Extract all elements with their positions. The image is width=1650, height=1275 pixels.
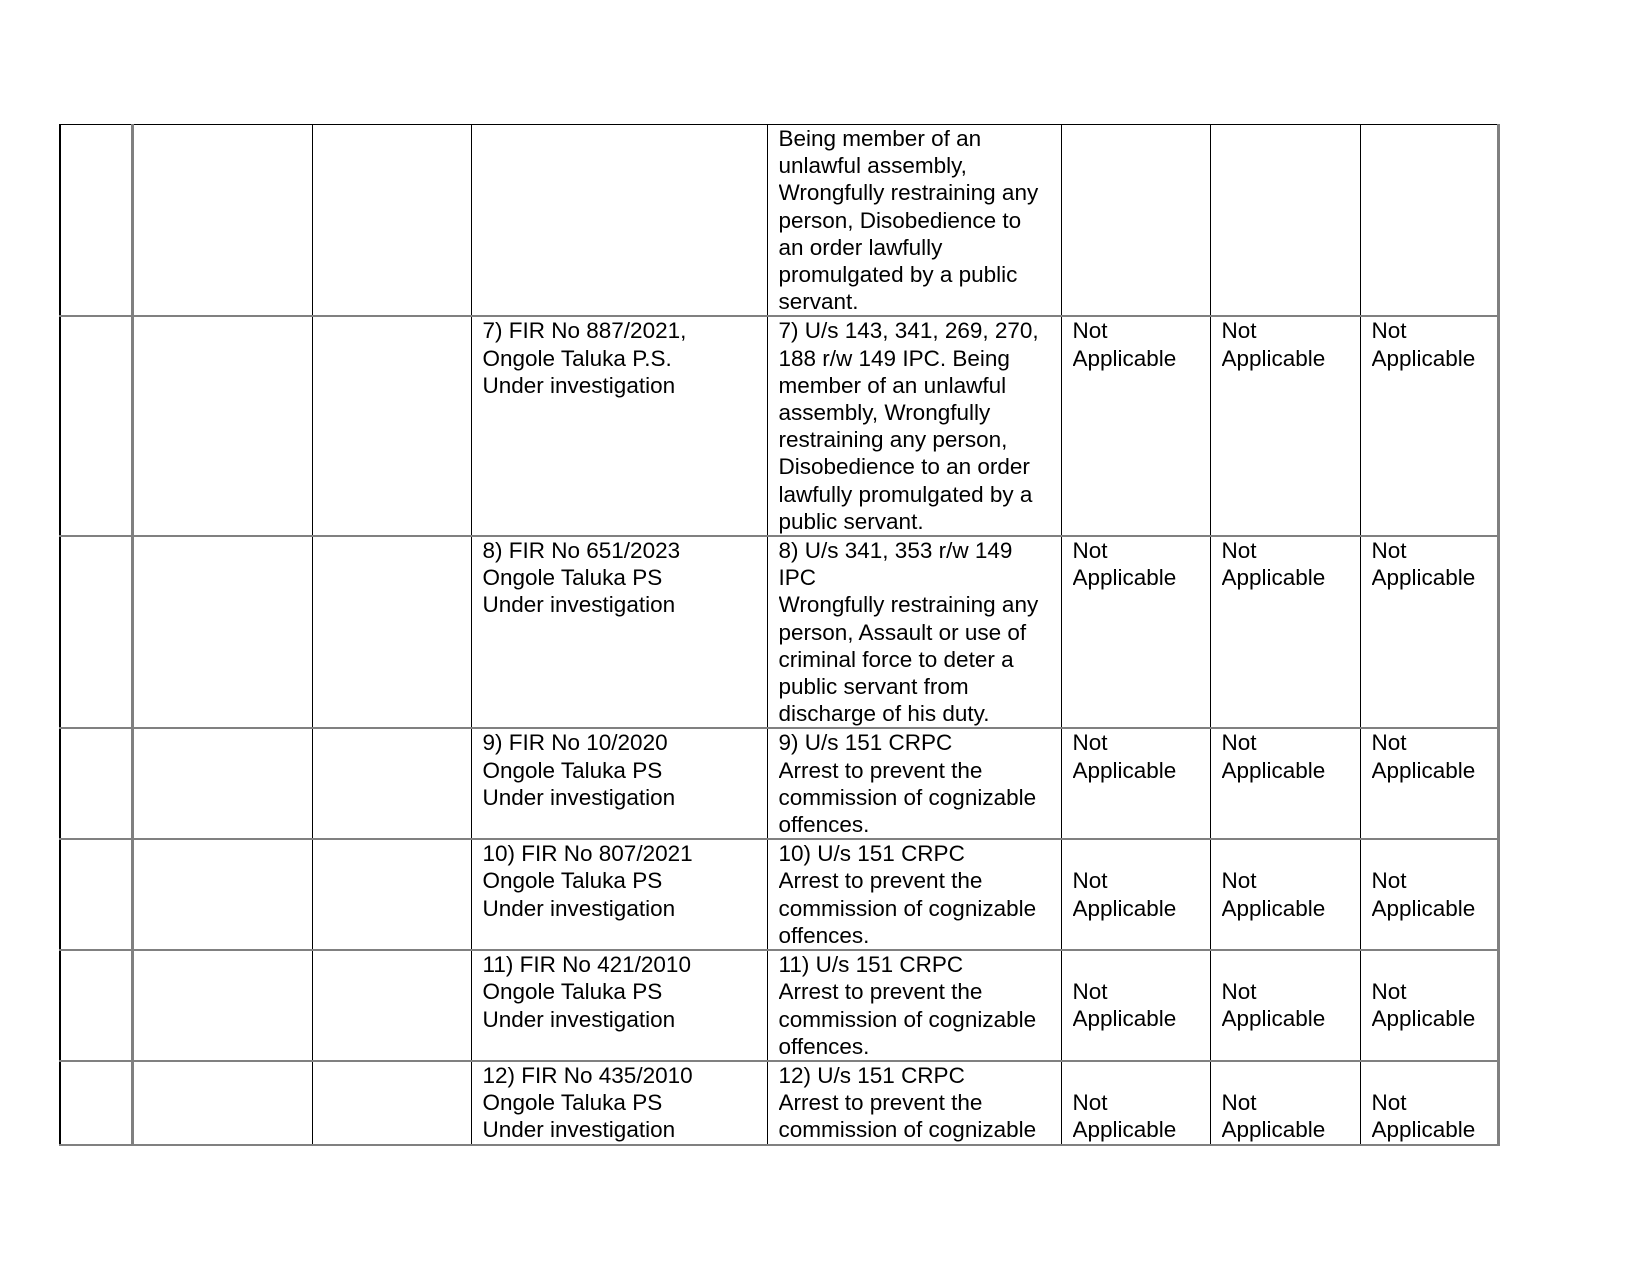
table-row	[60, 950, 1498, 1061]
cell-text-line: commission of cognizable	[778, 784, 1037, 810]
not-applicable-cell	[1210, 316, 1360, 536]
cell-text-line: Applicable	[1072, 345, 1177, 371]
cell-text-line: Under investigation	[482, 1117, 676, 1143]
cell-text-line: Applicable	[1371, 895, 1476, 921]
cell-text-line: assembly, Wrongfully	[778, 400, 991, 426]
not-applicable-cell	[1360, 1061, 1498, 1145]
fir-cell	[471, 125, 767, 317]
cell-text-line: Ongole Taluka PS	[482, 868, 663, 894]
cell-text-line: offences.	[778, 812, 870, 838]
cell-text-line: 10) FIR No 807/2021	[482, 841, 693, 867]
cell-text-line: promulgated by a public	[778, 262, 1018, 288]
cell-text-line: Not	[1221, 538, 1257, 564]
serial-cell	[60, 728, 132, 839]
cell-text-line: Under investigation	[482, 895, 676, 921]
cell-text-line: Arrest to prevent the	[778, 1090, 983, 1116]
fir-cell	[471, 839, 767, 950]
cell-text-line: commission of cognizable	[778, 1117, 1037, 1143]
name-cell	[132, 1061, 312, 1145]
serial-cell	[60, 950, 132, 1061]
not-applicable-cell	[1210, 1061, 1360, 1145]
cell-text-line: Not	[1072, 1090, 1108, 1116]
cell-text-line: Not	[1371, 868, 1407, 894]
name-cell	[132, 950, 312, 1061]
details-cell	[312, 1061, 471, 1145]
cell-text-line: Applicable	[1072, 1117, 1177, 1143]
cell-text-line: Under investigation	[482, 784, 676, 810]
serial-cell	[60, 1061, 132, 1145]
cell-text-line: Arrest to prevent the	[778, 979, 983, 1005]
cell-text-line: discharge of his duty.	[778, 701, 990, 727]
cell-text-line: commission of cognizable	[778, 1006, 1037, 1032]
cell-text-line: 12) FIR No 435/2010	[482, 1062, 693, 1088]
cell-text-line: Not	[1221, 979, 1257, 1005]
cell-text-line: Not	[1371, 730, 1407, 756]
name-cell	[132, 125, 312, 317]
table-row	[60, 728, 1498, 839]
serial-cell	[60, 839, 132, 950]
details-cell	[312, 316, 471, 536]
cell-text-line: 7) U/s 143, 341, 269, 270,	[778, 318, 1039, 344]
cell-text-line: IPC	[778, 565, 817, 591]
cell-text-line: 11) FIR No 421/2010	[482, 952, 691, 978]
cell-text-line: Not	[1371, 979, 1407, 1005]
cell-text-line: lawfully promulgated by a	[778, 481, 1033, 507]
cell-text-line: Not	[1371, 1090, 1407, 1116]
cell-text-line: public servant.	[778, 508, 924, 534]
cell-text-line: 7) FIR No 887/2021,	[482, 318, 687, 344]
not-applicable-cell	[1360, 728, 1498, 839]
details-cell	[312, 125, 471, 317]
details-cell	[312, 728, 471, 839]
table-row	[60, 1061, 1498, 1145]
details-cell	[312, 950, 471, 1061]
fir-cell	[471, 950, 767, 1061]
cell-text-line: Applicable	[1371, 345, 1476, 371]
cell-text-line: Wrongfully restraining any	[778, 180, 1039, 206]
cell-text-line: Not	[1072, 318, 1108, 344]
cell-text-line: 11) U/s 151 CRPC	[778, 952, 964, 978]
serial-cell	[60, 125, 132, 317]
table-row	[60, 536, 1498, 728]
cell-text-line: public servant from	[778, 674, 969, 700]
cell-text-line: 9) U/s 151 CRPC	[778, 730, 953, 756]
fir-cell	[471, 728, 767, 839]
cell-text-line: 8) U/s 341, 353 r/w 149	[778, 538, 1013, 564]
not-applicable-cell	[1210, 536, 1360, 728]
cell-text-line: Applicable	[1221, 565, 1326, 591]
cell-text-line: Under investigation	[482, 372, 676, 398]
cell-text-line: Not	[1221, 868, 1257, 894]
cell-text-line: commission of cognizable	[778, 895, 1037, 921]
name-cell	[132, 316, 312, 536]
table-body	[60, 125, 1498, 1145]
cell-text-line: Disobedience to an order	[778, 454, 1030, 480]
cell-text-line: an order lawfully	[778, 234, 943, 260]
not-applicable-cell	[1061, 1061, 1210, 1145]
cell-text-line: Arrest to prevent the	[778, 868, 983, 894]
cell-text-line: Applicable	[1371, 1006, 1476, 1032]
cell-text-line: 9) FIR No 10/2020	[482, 730, 668, 756]
cell-text-line: Not	[1221, 730, 1257, 756]
serial-cell	[60, 536, 132, 728]
fir-cell	[471, 316, 767, 536]
not-applicable-cell	[1061, 950, 1210, 1061]
not-applicable-cell	[1360, 950, 1498, 1061]
cell-text-line: Applicable	[1371, 565, 1476, 591]
cell-text-line: Not	[1371, 538, 1407, 564]
cell-text-line: 8) FIR No 651/2023	[482, 538, 681, 564]
not-applicable-cell	[1360, 839, 1498, 950]
offence-cell	[767, 125, 1061, 317]
name-cell	[132, 728, 312, 839]
cell-text-line: Applicable	[1371, 1117, 1476, 1143]
serial-cell	[60, 316, 132, 536]
offence-cell	[767, 1061, 1061, 1145]
cell-text-line: Ongole Taluka PS	[482, 979, 663, 1005]
not-applicable-cell	[1210, 950, 1360, 1061]
cell-text-line: Wrongfully restraining any	[778, 592, 1039, 618]
cell-text-line: Not	[1072, 538, 1108, 564]
cell-text-line: Applicable	[1221, 757, 1326, 783]
cell-text-line: Not	[1221, 318, 1257, 344]
cell-text-line: Not	[1072, 979, 1108, 1005]
cell-text-line: Ongole Taluka PS	[482, 757, 663, 783]
not-applicable-cell	[1210, 125, 1360, 317]
offence-cell	[767, 728, 1061, 839]
cell-text-line: restraining any person,	[778, 427, 1008, 453]
not-applicable-cell	[1210, 839, 1360, 950]
cell-text-line: Applicable	[1221, 1117, 1326, 1143]
name-cell	[132, 536, 312, 728]
not-applicable-cell	[1360, 125, 1498, 317]
not-applicable-cell	[1061, 839, 1210, 950]
cell-text-line: Under investigation	[482, 592, 676, 618]
cell-text-line: member of an unlawful	[778, 372, 1007, 398]
cell-text-line: person, Assault or use of	[778, 619, 1027, 645]
cell-text-line: Ongole Taluka P.S.	[482, 345, 672, 371]
cell-text-line: Applicable	[1072, 565, 1177, 591]
cell-text-line: Not	[1371, 318, 1407, 344]
cell-text-line: Under investigation	[482, 1006, 676, 1032]
not-applicable-cell	[1360, 316, 1498, 536]
cell-text-line: 188 r/w 149 IPC. Being	[778, 345, 1010, 371]
offence-cell	[767, 839, 1061, 950]
cell-text-line: offences.	[778, 922, 870, 948]
offence-cell	[767, 536, 1061, 728]
cell-text-line: servant.	[778, 289, 859, 315]
cell-text-line: Applicable	[1221, 1006, 1326, 1032]
offence-cell	[767, 316, 1061, 536]
cell-text-line: Arrest to prevent the	[778, 757, 983, 783]
cell-text-line: person, Disobedience to	[778, 207, 1022, 233]
not-applicable-cell	[1061, 316, 1210, 536]
cell-text-line: Ongole Taluka PS	[482, 1090, 663, 1116]
cell-text-line: Not	[1072, 730, 1108, 756]
cell-text-line: criminal force to deter a	[778, 646, 1014, 672]
not-applicable-cell	[1210, 728, 1360, 839]
cell-text-line: Applicable	[1072, 895, 1177, 921]
table-row	[60, 125, 1498, 317]
cell-text-line: Being member of an	[778, 126, 982, 151]
not-applicable-cell	[1061, 125, 1210, 317]
not-applicable-cell	[1061, 728, 1210, 839]
cell-text-line: Applicable	[1072, 757, 1177, 783]
details-cell	[312, 839, 471, 950]
table-row	[60, 839, 1498, 950]
fir-cell	[471, 1061, 767, 1145]
cell-text-line: Not	[1221, 1090, 1257, 1116]
not-applicable-cell	[1360, 536, 1498, 728]
cell-text-line: Not	[1072, 868, 1108, 894]
name-cell	[132, 839, 312, 950]
details-cell	[312, 536, 471, 728]
table-row	[60, 316, 1498, 536]
cell-text-line: Ongole Taluka PS	[482, 565, 663, 591]
cell-text-line: Applicable	[1072, 1006, 1177, 1032]
not-applicable-cell	[1061, 536, 1210, 728]
offence-cell	[767, 950, 1061, 1061]
cell-text-line: 10) U/s 151 CRPC	[778, 841, 965, 867]
cell-text-line: 12) U/s 151 CRPC	[778, 1062, 965, 1088]
cell-text-line: Applicable	[1221, 345, 1326, 371]
cell-text-line: Applicable	[1371, 757, 1476, 783]
cell-text-line: unlawful assembly,	[778, 153, 967, 179]
cell-text-line: Applicable	[1221, 895, 1326, 921]
cases-table	[59, 124, 1500, 1146]
cell-text-line: offences.	[778, 1033, 870, 1059]
fir-cell	[471, 536, 767, 728]
